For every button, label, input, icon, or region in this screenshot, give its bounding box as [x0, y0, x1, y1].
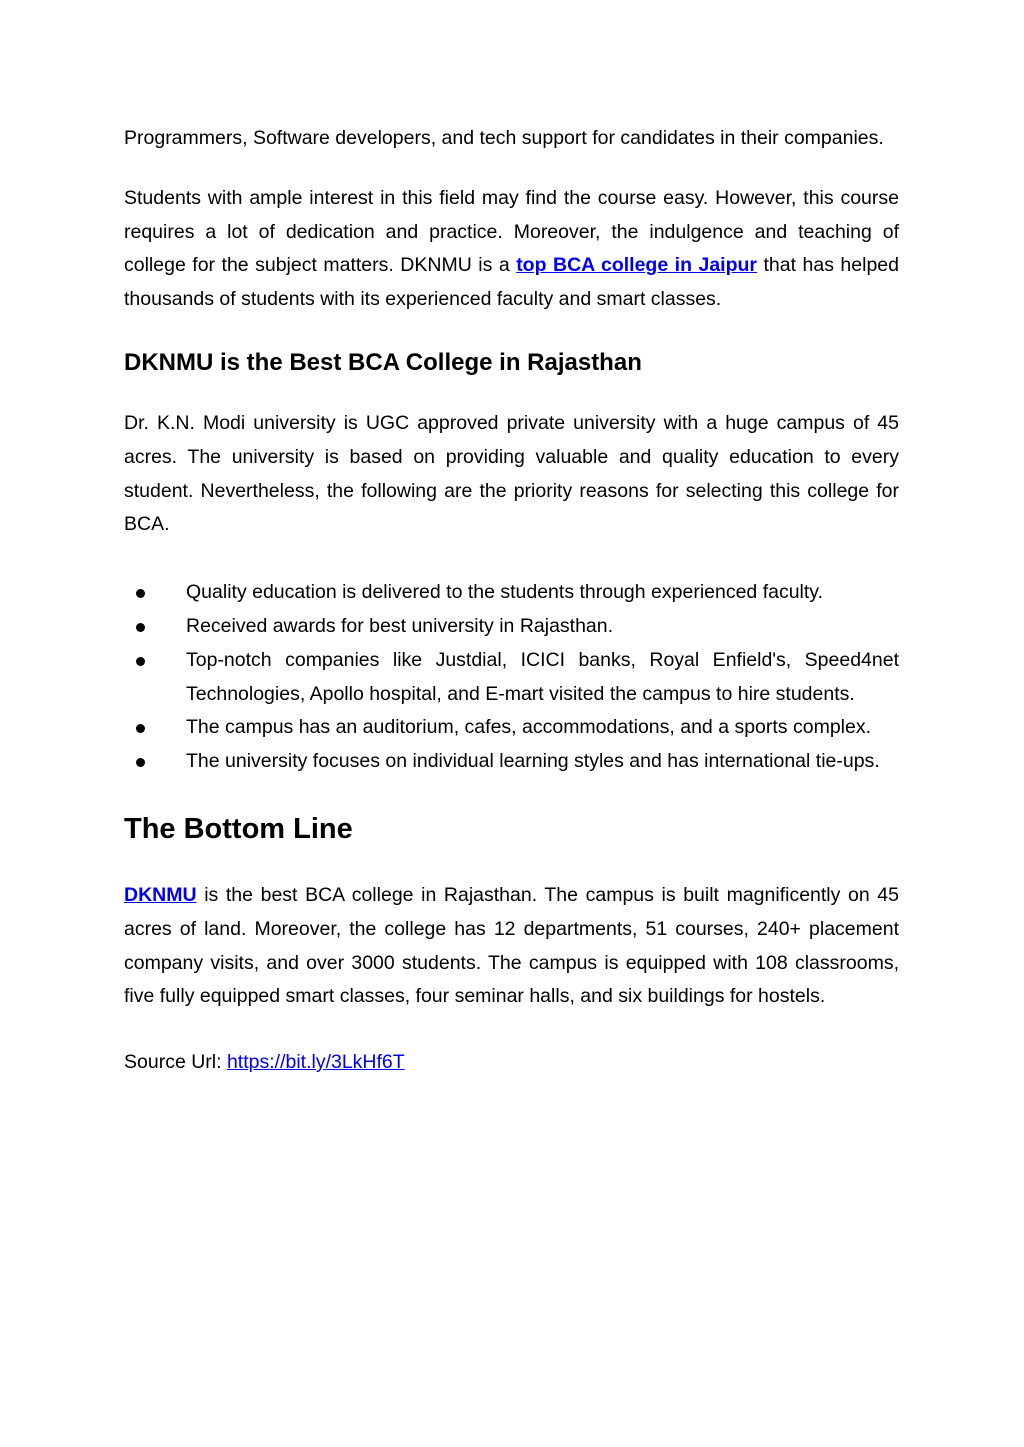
reasons-list — [124, 576, 899, 779]
source-url-link[interactable]: https://bit.ly/3LkHf6T — [226, 1051, 405, 1074]
paragraph-intro: Programmers, Software developers, and tech support for candidates in their companies. — [124, 127, 884, 149]
list-item: The university focuses on individual learning styles and has international tie-ups. — [124, 745, 899, 779]
bullet-icon — [136, 623, 145, 632]
source-label: Source Url: — [124, 1051, 227, 1074]
paragraph-course-text-end: that has helped thousands of students with its experienced faculty and smart classes. — [124, 254, 899, 311]
paragraph-course — [124, 182, 899, 317]
document-page — [124, 122, 899, 1080]
bullet-icon — [136, 657, 145, 666]
bullet-icon — [136, 758, 145, 767]
top-bca-college-link[interactable]: top BCA college in Jaipur — [516, 254, 758, 277]
section-heading-bottom-line: The Bottom Line — [124, 812, 353, 845]
bullet-icon — [136, 589, 145, 598]
paragraph-university: Dr. K.N. Modi university is UGC approved private university with a huge campus of 45 acres. The university is based on providing valuable and quality education to every student. Nevertheless, the following are the priority reasons for selecting this college for BCA. — [124, 411, 899, 536]
list-item: Top-notch companies like Justdial, ICICI banks, Royal Enfield's, Speed4net Technologies, Apollo hospital, and E-mart visited the campus to hire students. — [124, 644, 899, 712]
list-item: Received awards for best university in Rajasthan. — [124, 610, 899, 644]
source-line — [124, 1046, 899, 1080]
bullet-icon — [136, 724, 145, 733]
paragraph-bottom-line — [124, 879, 899, 1014]
section-heading-best-college: DKNMU is the Best BCA College in Rajasthan — [124, 348, 642, 376]
dknmu-link[interactable]: DKNMU — [124, 883, 197, 906]
list-item: Quality education is delivered to the students through experienced faculty. — [124, 576, 899, 610]
paragraph-bottom-line-text: is the best BCA college in Rajasthan. The campus is built magnificently on 45 acres of land. Moreover, the college has 12 departments, 51 courses, 240+ placement company visits, and over 3000 students. The campus is equipped with 108 classrooms, five fully equipped smart classes, four seminar halls, and six buildings for hostels. — [124, 883, 899, 1008]
paragraph-course-text: Students with ample interest in this field may find the course easy. However, this course requires a lot of dedication and practice. Moreover, the indulgence and teaching of college for the subject matters. DKNMU is a — [124, 186, 899, 277]
list-item: The campus has an auditorium, cafes, accommodations, and a sports complex. — [124, 711, 899, 745]
